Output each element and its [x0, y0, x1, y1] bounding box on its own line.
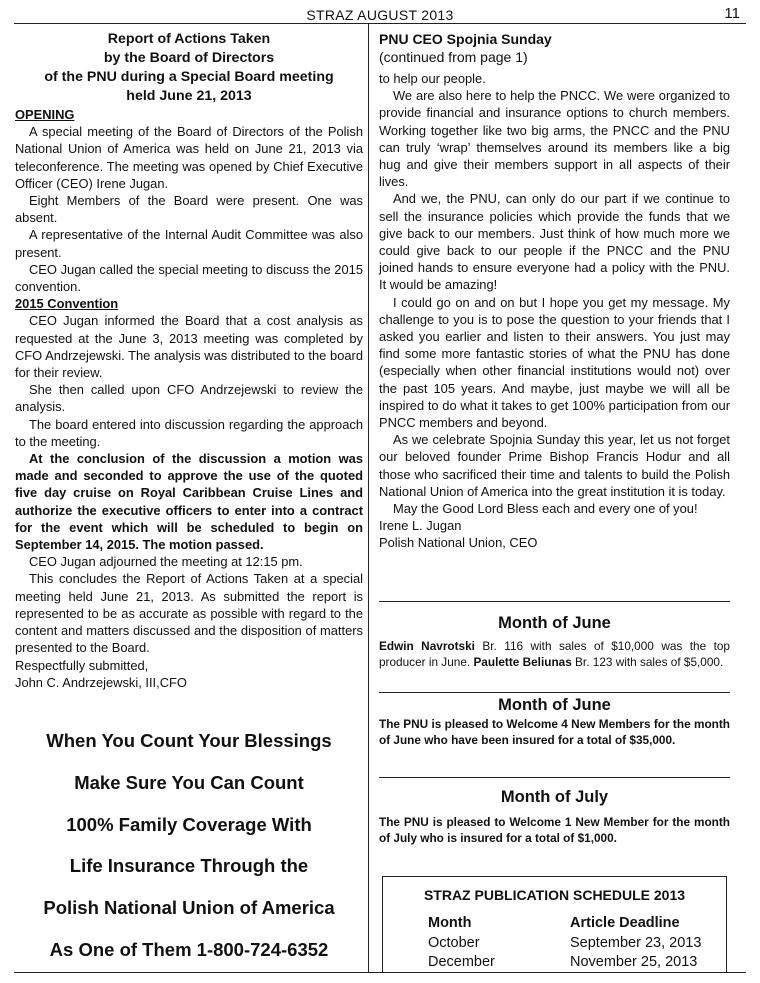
schedule-table — [428, 914, 701, 973]
deadline-cell: September 23, 2013 — [570, 934, 702, 951]
paragraph: I could go on and on but I hope you get my message. My challenge to you is to pose the question to your friends that I asked you earlier and listen to their answers. You just may find some more fantastic stories of what the PNU has done (especially when other financial institutions would not) over the past 105 years. And maybe, just maybe we will all be inspired to do what it takes to get 100% participation from our PNCC members and beyond. — [379, 294, 730, 431]
signoff-line: Respectfully submitted, — [15, 657, 149, 673]
table-row — [428, 953, 701, 973]
paragraph: And we, the PNU, can only do our part if we continue to sell the insurance policies which provide the funds that we give back to our members. Just think of how much more we could give back to our people if the PNCC and the PNU joined hands to ensure everyone had a policy with the PNU. It would be amazing! — [379, 191, 730, 293]
section-rule — [379, 601, 730, 602]
producer-name: Paulette Beliunas — [473, 655, 572, 669]
june-sales-text — [379, 638, 730, 670]
paragraph: She then called upon CFO Andrzejewski to review the analysis. — [15, 382, 363, 415]
report-title-line: Report of Actions Taken — [107, 31, 271, 47]
month-cell: December — [428, 954, 495, 970]
month-cell: October — [428, 934, 480, 951]
paragraph: We are also here to help the PNCC. We were organized to provide financial and insurance options to church members. Working together like two big arms, the PNCC and the PNU can truly ‘wrap’ themselves around its members like a big hug and give their members support in all aspects of their lives. — [379, 88, 730, 190]
opening-heading: OPENING — [15, 107, 75, 122]
report-title-line: of the PNU during a Special Board meeting — [44, 69, 334, 85]
publication-schedule-box — [382, 876, 727, 973]
paragraph: CEO Jugan adjourned the meeting at 12:15 pm. — [29, 554, 303, 570]
page-number: 11 — [724, 5, 740, 22]
promo-line: As One of Them 1-800-724-6352 — [49, 938, 329, 960]
column-header: Month — [428, 915, 472, 931]
header-rule — [14, 23, 746, 24]
sales-text: Br. 116 with sales of $10,000 was the top producer in June. — [379, 639, 730, 669]
ceo-article-title: PNU CEO Spojnia Sunday — [379, 31, 552, 47]
july-members-text: The PNU is pleased to Welcome 1 New Member for the month of July who is insured for a total of $1,000. — [379, 815, 730, 845]
section-heading: Month of July — [500, 788, 609, 806]
paragraph: A representative of the Internal Audit Committee was also present. — [15, 227, 363, 260]
july-members-section — [379, 786, 730, 846]
paragraph: Eight Members of the Board were present. One was absent. — [15, 193, 363, 226]
convention-heading: 2015 Convention — [15, 296, 119, 312]
paragraph: CEO Jugan called the special meeting to discuss the 2015 convention. — [15, 261, 363, 295]
sales-text: Br. 123 with sales of $5,000. — [571, 655, 724, 669]
insurance-promo — [14, 729, 364, 980]
promo-line: 100% Family Coverage With — [66, 813, 312, 835]
column-header: Article Deadline — [570, 915, 680, 931]
june-members-text: The PNU is pleased to Welcome 4 New Members for the month of June who have been insured for a total of $35,000. — [379, 717, 730, 747]
section-heading: Month of June — [498, 696, 611, 714]
ceo-article — [379, 30, 730, 552]
promo-line: When You Count Your Blessings — [46, 730, 332, 751]
paragraph: This concludes the Report of Actions Taken at a special meeting held June 21, 2013. As submitted the report is represented to be as accurate as possible with regard to the content and matters discussed and the disposition of matters presented to the Board. — [15, 571, 363, 656]
table-header-row — [428, 914, 701, 934]
signoff-name: John C. Andrzejewski, III,CFO — [15, 674, 187, 690]
section-rule — [379, 777, 730, 778]
page-header — [14, 5, 746, 25]
section-rule — [379, 692, 730, 693]
schedule-title: STRAZ PUBLICATION SCHEDULE 2013 — [423, 887, 686, 903]
promo-line: Life Insurance Through the — [69, 855, 309, 877]
column-divider — [368, 24, 369, 972]
paragraph: As we celebrate Spojnia Sunday this year, let us not forget our beloved founder Prime Bishop Francis Hodur and all those who sacrificed their time and talents to build the Polish National Union of America into the great institution it is today. — [379, 432, 730, 499]
signature-title: Polish National Union, CEO — [379, 535, 538, 551]
promo-line: Make Sure You Can Count — [74, 771, 304, 793]
paragraph: The board entered into discussion regarding the approach to the meeting. — [15, 416, 363, 449]
table-row — [428, 934, 701, 954]
report-title — [15, 30, 363, 106]
newsletter-title: STRAZ AUGUST 2013 — [306, 7, 454, 23]
deadline-cell: November 25, 2013 — [570, 954, 698, 970]
top-producer-name: Edwin Navrotski — [379, 639, 475, 653]
report-title-line: held June 21, 2013 — [126, 88, 252, 104]
board-report-article — [15, 30, 363, 691]
continued-note: (continued from page 1) — [379, 49, 528, 65]
june-members-section — [379, 694, 730, 748]
paragraph: May the Good Lord Bless each and every one of you! — [393, 501, 698, 517]
paragraph: CEO Jugan informed the Board that a cost analysis as requested at the June 3, 2013 meeting was completed by CFO Andrzejewski. The analysis was distributed to the board for their review. — [15, 313, 363, 381]
motion-paragraph: At the conclusion of the discussion a motion was made and seconded to approve the use of the quoted five day cruise on Royal Caribbean Cruise Lines and authorize the executive officers to enter into a contract for the event which will be scheduled to begin on September 14, 2015. The motion passed. — [15, 451, 363, 553]
signature-name: Irene L. Jugan — [379, 518, 462, 534]
june-sales-section — [379, 612, 730, 670]
promo-line: Polish National Union of America — [43, 897, 335, 919]
paragraph: to help our people. — [379, 71, 486, 86]
paragraph: A special meeting of the Board of Directors of the Polish National Union of America was held on June 21, 2013 via teleconference. The meeting was opened by Chief Executive Officer (CEO) Irene Jugan. — [15, 124, 363, 191]
report-title-line: by the Board of Directors — [103, 50, 275, 66]
section-heading: Month of June — [498, 614, 611, 632]
